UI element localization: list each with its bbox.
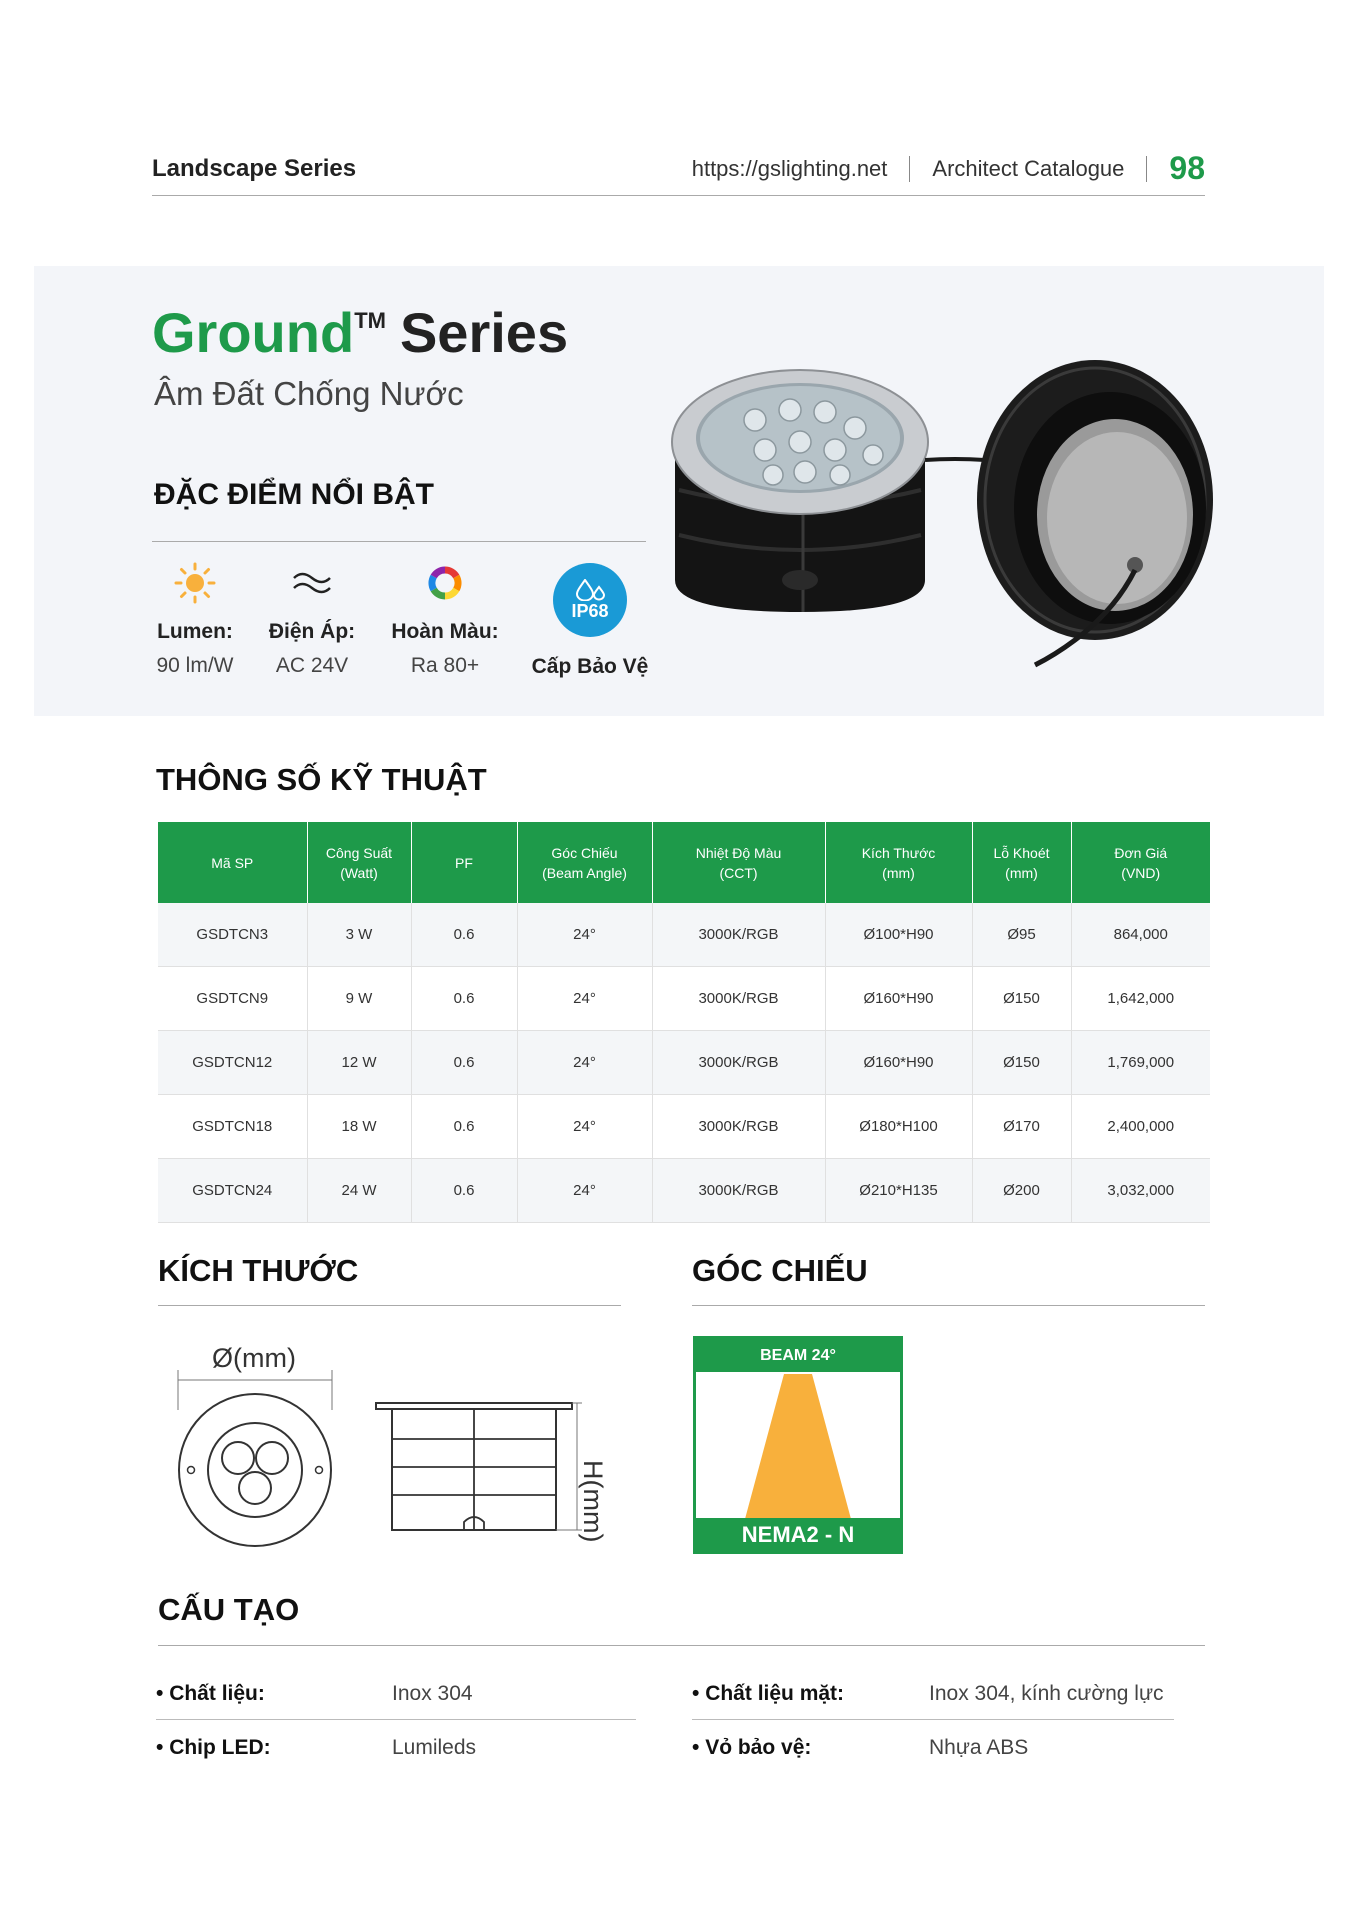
construction-value: Lumileds [392, 1736, 477, 1759]
table-row [158, 967, 1210, 1031]
specs-heading: THÔNG SỐ KỸ THUẬT [156, 762, 487, 797]
product-subtitle: Âm Đất Chống Nước [154, 375, 464, 412]
feature-label: Điện Áp: [268, 620, 356, 643]
table-cell: Ø200 [972, 1159, 1071, 1223]
height-label: H(mm) [578, 1460, 608, 1543]
table-cell: 1,642,000 [1071, 967, 1210, 1031]
table-cell: Ø210*H135 [825, 1159, 972, 1223]
trademark: TM [354, 308, 386, 333]
table-cell: 0.6 [411, 1159, 517, 1223]
beam-cone [696, 1372, 900, 1518]
column-header: Lỗ Khoét (mm) [972, 822, 1071, 903]
feature-voltage [247, 556, 377, 678]
construction-label: Vỏ bảo vệ: [705, 1736, 812, 1759]
construction-value: Nhựa ABS [929, 1736, 1029, 1759]
table-cell: 18 W [307, 1095, 411, 1159]
table-cell: 3000K/RGB [652, 1159, 825, 1223]
table-cell: 1,769,000 [1071, 1031, 1210, 1095]
product-image [655, 350, 1265, 670]
table-cell: 3,032,000 [1071, 1159, 1210, 1223]
ip-rating: IP68 [571, 600, 609, 621]
table-cell: 3000K/RGB [652, 967, 825, 1031]
feature-value: Ra 80+ [410, 654, 480, 677]
sun-icon [130, 556, 260, 610]
table-cell: 0.6 [411, 1095, 517, 1159]
header-divider [1146, 156, 1147, 182]
beam-diagram [693, 1336, 903, 1554]
construction-item: • Chất liệu: [156, 1682, 265, 1705]
table-cell: Ø180*H100 [825, 1095, 972, 1159]
table-cell: 3 W [307, 903, 411, 967]
nema-label: NEMA2 - N [696, 1518, 900, 1551]
table-cell: 24° [517, 1159, 652, 1223]
table-cell: 24° [517, 967, 652, 1031]
ip-badge [553, 563, 627, 637]
table-cell: Ø95 [972, 903, 1071, 967]
table-cell: GSDTCN9 [158, 967, 307, 1031]
column-header: Kích Thước (mm) [825, 822, 972, 903]
construction-item: • Vỏ bảo vệ: [692, 1736, 812, 1759]
table-cell: GSDTCN24 [158, 1159, 307, 1223]
title-rest: Series [399, 301, 569, 364]
table-cell: 864,000 [1071, 903, 1210, 967]
column-header: Đơn Giá (VND) [1071, 822, 1210, 903]
header-rule [152, 195, 1205, 196]
table-cell: Ø160*H90 [825, 967, 972, 1031]
table-cell: Ø150 [972, 1031, 1071, 1095]
table-cell: 24° [517, 903, 652, 967]
column-header: Nhiệt Độ Màu (CCT) [652, 822, 825, 903]
dimensions-heading: KÍCH THƯỚC [158, 1253, 359, 1288]
table-cell: 0.6 [411, 967, 517, 1031]
color-ring-icon [380, 556, 510, 610]
top-view-drawing [170, 1370, 340, 1550]
side-view-drawing [372, 1395, 582, 1545]
website-url[interactable]: https://gslighting.net [691, 155, 888, 181]
table-cell: Ø170 [972, 1095, 1071, 1159]
table-cell: GSDTCN3 [158, 903, 307, 967]
table-cell: Ø160*H90 [825, 1031, 972, 1095]
construction-item: • Chip LED: [156, 1736, 271, 1759]
feature-label: Cấp Bảo Vệ [531, 655, 649, 678]
ac-wave-icon [247, 556, 377, 610]
construction-item: • Chất liệu mặt: [692, 1682, 845, 1705]
feature-value: 90 lm/W [156, 654, 234, 677]
table-cell: 24° [517, 1031, 652, 1095]
table-cell: GSDTCN12 [158, 1031, 307, 1095]
construction-label: Chất liệu: [169, 1682, 265, 1705]
feature-lumen [130, 556, 260, 678]
beam-heading: GÓC CHIẾU [692, 1253, 868, 1288]
diameter-label: Ø(mm) [212, 1343, 296, 1373]
table-cell: 0.6 [411, 903, 517, 967]
table-cell: Ø100*H90 [825, 903, 972, 967]
series-name: Landscape Series [152, 155, 357, 182]
table-cell: GSDTCN18 [158, 1095, 307, 1159]
construction-value: Inox 304 [392, 1682, 473, 1705]
features-heading: ĐẶC ĐIỂM NỔI BẬT [154, 478, 434, 511]
product-title [152, 300, 568, 365]
table-header-row [158, 822, 1210, 903]
catalogue-name: Architect Catalogue [932, 155, 1125, 181]
table-cell: 3000K/RGB [652, 903, 825, 967]
title-green: Ground [152, 301, 355, 364]
row-divider [692, 1719, 1174, 1720]
water-drop-icon [573, 579, 607, 601]
header-meta [692, 150, 1205, 187]
dimensions-rule [158, 1305, 621, 1306]
table-row [158, 1095, 1210, 1159]
beam-angle-label: BEAM 24° [696, 1339, 900, 1372]
feature-label: Hoàn Màu: [391, 620, 499, 643]
table-row [158, 1159, 1210, 1223]
column-header: Góc Chiếu (Beam Angle) [517, 822, 652, 903]
table-cell: Ø150 [972, 967, 1071, 1031]
table-cell: 2,400,000 [1071, 1095, 1210, 1159]
column-header: PF [411, 822, 517, 903]
table-cell: 3000K/RGB [652, 1031, 825, 1095]
table-cell: 12 W [307, 1031, 411, 1095]
construction-label: Chip LED: [169, 1736, 271, 1759]
header-divider [909, 156, 910, 182]
construction-rule [158, 1645, 1205, 1646]
table-cell: 9 W [307, 967, 411, 1031]
page-number: 98 [1169, 150, 1205, 186]
beam-rule [692, 1305, 1205, 1306]
spec-table [158, 822, 1210, 1223]
table-row [158, 903, 1210, 967]
feature-value: AC 24V [275, 654, 349, 677]
feature-cri [380, 556, 510, 678]
construction-heading: CẤU TẠO [158, 1592, 300, 1627]
feature-ip [520, 563, 660, 679]
table-cell: 0.6 [411, 1031, 517, 1095]
feature-label: Lumen: [157, 620, 233, 643]
row-divider [156, 1719, 636, 1720]
table-cell: 24° [517, 1095, 652, 1159]
table-cell: 24 W [307, 1159, 411, 1223]
table-cell: 3000K/RGB [652, 1095, 825, 1159]
column-header: Mã SP [158, 822, 307, 903]
construction-label: Chất liệu mặt: [705, 1682, 845, 1705]
column-header: Công Suất (Watt) [307, 822, 411, 903]
construction-value: Inox 304, kính cường lực [929, 1682, 1164, 1705]
table-row [158, 1031, 1210, 1095]
features-rule [152, 541, 646, 542]
